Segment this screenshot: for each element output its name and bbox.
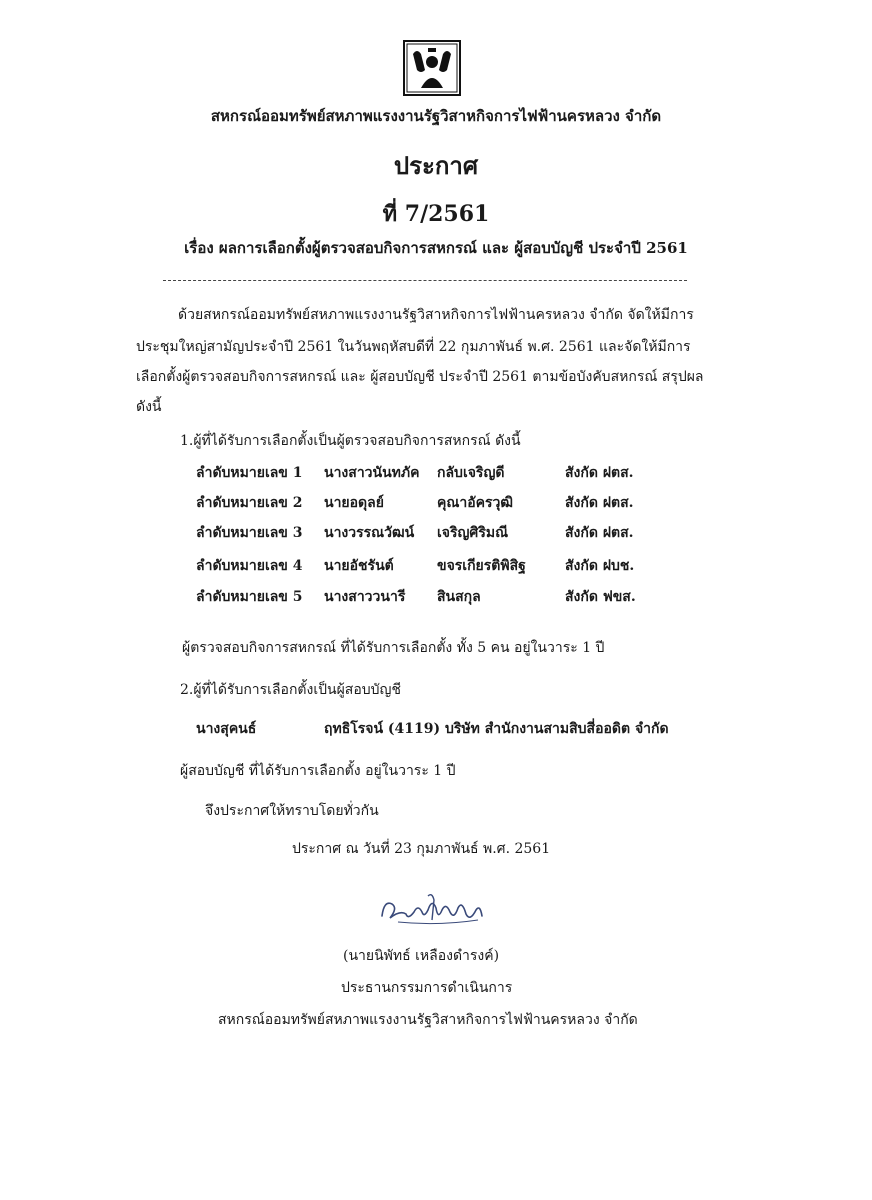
auditor-affiliation: สังกัด ฝตส. xyxy=(565,525,634,541)
auditor-affiliation: สังกัด ฝบช. xyxy=(565,558,635,574)
auditor-first-name: นายอัชรันต์ xyxy=(324,558,394,574)
auditor-last-name: กลับเจริญดี xyxy=(437,465,505,481)
signer-name: (นายนิพัทธ์ เหลืองดำรงค์) xyxy=(343,948,500,964)
signer-role: ประธานกรรมการดำเนินการ xyxy=(341,980,513,996)
signature-image xyxy=(378,890,486,930)
auditor-number: ลำดับหมายเลข 4 xyxy=(196,558,303,574)
auditor-number: ลำดับหมายเลข 1 xyxy=(196,465,303,481)
dashed-divider xyxy=(163,280,687,281)
accountant-details: ฤทธิโรจน์ (4119) บริษัท สำนักงานสามสิบสี่ออดิต จำกัด xyxy=(324,721,669,737)
cooperative-logo-icon xyxy=(403,40,461,96)
intro-line-3: เลือกตั้งผู้ตรวจสอบกิจการสหกรณ์ และ ผู้สอบบัญชี ประจำปี 2561 ตามข้อบังคับสหกรณ์ สรุปผล xyxy=(136,369,704,385)
intro-line-2: ประชุมใหญ่สามัญประจำปี 2561 ในวันพฤหัสบดีที่ 22 กุมภาพันธ์ พ.ศ. 2561 และจัดให้มีการ xyxy=(136,339,691,355)
signer-organization: สหกรณ์ออมทรัพย์สหภาพแรงงานรัฐวิสาหกิจการไฟฟ้านครหลวง จำกัด xyxy=(218,1012,638,1028)
auditor-first-name: นางสาววนารี xyxy=(324,589,406,605)
auditor-last-name: เจริญศิริมณี xyxy=(437,525,509,541)
announcement-number: ที่ 7/2561 xyxy=(382,201,490,227)
section2-heading: 2.ผู้ที่ได้รับการเลือกตั้งเป็นผู้สอบบัญชี xyxy=(180,682,401,698)
auditor-last-name: สินสกุล xyxy=(437,589,481,605)
auditor-affiliation: สังกัด ฝตส. xyxy=(565,465,634,481)
auditor-number: ลำดับหมายเลข 3 xyxy=(196,525,303,541)
announcement-subject: เรื่อง ผลการเลือกตั้งผู้ตรวจสอบกิจการสหกรณ์ และ ผู้สอบบัญชี ประจำปี 2561 xyxy=(184,239,688,257)
auditor-affiliation: สังกัด ฝตส. xyxy=(565,495,634,511)
document-title: ประกาศ xyxy=(393,151,479,180)
section1-heading: 1.ผู้ที่ได้รับการเลือกตั้งเป็นผู้ตรวจสอบกิจการสหกรณ์ ดังนี้ xyxy=(180,433,521,449)
auditor-last-name: ขจรเกียรติพิสิฐ xyxy=(437,558,526,574)
auditor-first-name: นางวรรณวัฒน์ xyxy=(324,525,415,541)
closing-statement: จึงประกาศให้ทราบโดยทั่วกัน xyxy=(205,803,379,819)
accountant-term-note: ผู้สอบบัญชี ที่ได้รับการเลือกตั้ง อยู่ในวาระ 1 ปี xyxy=(180,763,456,779)
announcement-date: ประกาศ ณ วันที่ 23 กุมภาพันธ์ พ.ศ. 2561 xyxy=(292,841,551,857)
auditor-number: ลำดับหมายเลข 2 xyxy=(196,495,303,511)
auditors-term-note: ผู้ตรวจสอบกิจการสหกรณ์ ที่ได้รับการเลือกตั้ง ทั้ง 5 คน อยู่ในวาระ 1 ปี xyxy=(182,640,605,656)
auditor-affiliation: สังกัด ฟขส. xyxy=(565,589,636,605)
auditor-number: ลำดับหมายเลข 5 xyxy=(196,589,303,605)
intro-line-1: ด้วยสหกรณ์ออมทรัพย์สหภาพแรงงานรัฐวิสาหกิจการไฟฟ้านครหลวง จำกัด จัดให้มีการ xyxy=(178,307,694,323)
auditor-first-name: นายอดุลย์ xyxy=(324,495,384,511)
organization-header: สหกรณ์ออมทรัพย์สหภาพแรงงานรัฐวิสาหกิจการไฟฟ้านครหลวง จำกัด xyxy=(210,107,662,125)
auditor-first-name: นางสาวนันทภัค xyxy=(324,465,420,481)
accountant-first-name: นางสุคนธ์ xyxy=(196,721,257,737)
intro-line-4: ดังนี้ xyxy=(136,399,162,415)
auditor-last-name: คุณาอัครวุฒิ xyxy=(437,495,514,511)
